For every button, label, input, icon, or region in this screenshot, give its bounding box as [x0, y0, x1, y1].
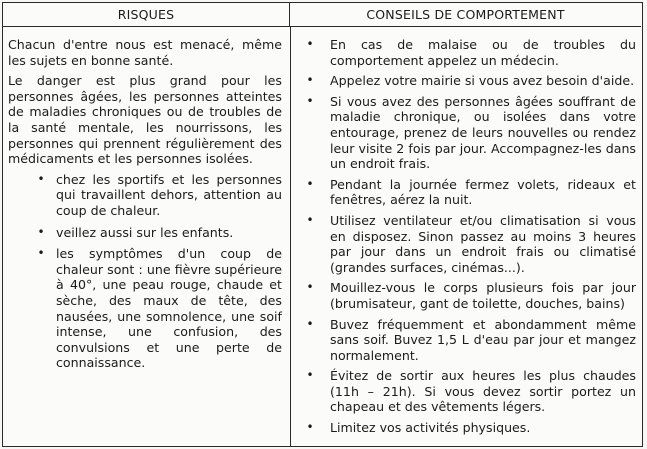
- list-item: [302, 73, 636, 89]
- risk-item-text: les symptômes d'un coup de chaleur sont : une fièvre supérieure à 40°, une peau rouge, chaude et sèche, des maux de tête, des nausées, une somnolence, une soif intense, une confusion, des convulsions et une perte de connaissance.: [56, 246, 282, 371]
- bullet-icon: •: [37, 246, 45, 261]
- risks-vulnerable-groups: Le danger est plus grand pour les personnes âgées, les personnes atteintes de maladies chroniques ou de troubles de la santé mentale, les nourrissons, les personnes qui prennent régulièrement des médicaments et les personnes isolées.: [8, 73, 282, 167]
- bullet-icon: •: [306, 37, 314, 51]
- bullet-icon: •: [306, 212, 314, 227]
- bullet-icon: •: [306, 176, 314, 191]
- advice-table: [2, 2, 643, 447]
- list-item: [302, 94, 636, 172]
- advice-item-text: Évitez de sortir aux heures les plus chaudes (11h – 21h). Si vous devez sortir portez un chapeau et des vêtements légers.: [330, 368, 636, 415]
- advice-item-text: En cas de malaise ou de troubles du comportement appelez un médecin.: [330, 37, 636, 68]
- list-item: [302, 368, 636, 415]
- list-item: [8, 172, 282, 219]
- advice-item-text: Limitez vos activités physiques.: [330, 420, 531, 436]
- list-item: [302, 420, 636, 436]
- advice-item-text: Si vous avez des personnes âgées souffrant de maladie chronique, ou isolées dans votre entourage, prenez de leurs nouvelles ou rendez leur visite 2 fois par jour. Accompagnez-les dans un endroit frais.: [330, 93, 636, 172]
- bullet-icon: •: [306, 316, 314, 331]
- bullet-icon: •: [306, 280, 314, 295]
- advice-item-text: Buvez fréquemment et abondamment même sans soif. Buvez 1,5 L d'eau par jour et mangez normalement.: [330, 316, 636, 363]
- risk-item-text: chez les sportifs et les personnes qui travaillent dehors, attention au coup de chaleur.: [56, 171, 282, 218]
- risks-column: [8, 37, 282, 377]
- bullet-icon: •: [306, 93, 314, 108]
- risks-intro: Chacun d'entre nous est menacé, même les sujets en bonne santé.: [8, 37, 282, 68]
- risks-header: RISQUES: [3, 3, 290, 27]
- list-item: [8, 225, 282, 241]
- bullet-icon: •: [306, 73, 314, 88]
- advice-list: [302, 37, 636, 436]
- list-item: [302, 177, 636, 208]
- risks-list: [8, 172, 282, 371]
- column-divider: [290, 27, 291, 446]
- advice-item-text: Pendant la journée fermez volets, rideaux et fenêtres, aérez la nuit.: [330, 176, 636, 208]
- advice-column: [302, 37, 636, 441]
- risk-item-text: veillez aussi sur les enfants.: [56, 224, 234, 240]
- advice-item-text: Mouillez-vous le corps plusieurs fois par jour (brumisateur, gant de toilette, douches, bains): [330, 280, 636, 311]
- bullet-icon: •: [37, 224, 45, 239]
- advice-item-text: Appelez votre mairie si vous avez besoin d'aide.: [330, 73, 635, 89]
- bullet-icon: •: [306, 368, 314, 383]
- list-item: [8, 246, 282, 371]
- advice-header: CONSEILS DE COMPORTEMENT: [290, 3, 641, 27]
- bullet-icon: •: [37, 171, 45, 186]
- advice-item-text: Utilisez ventilateur et/ou climatisation si vous en disposez. Sinon passez au moins 3 heures par jour dans un endroit frais ou climatisé (grandes surfaces, cinémas...).: [330, 212, 636, 275]
- list-item: [302, 317, 636, 364]
- list-item: [302, 37, 636, 68]
- bullet-icon: •: [306, 420, 314, 435]
- list-item: [302, 280, 636, 311]
- list-item: [302, 213, 636, 275]
